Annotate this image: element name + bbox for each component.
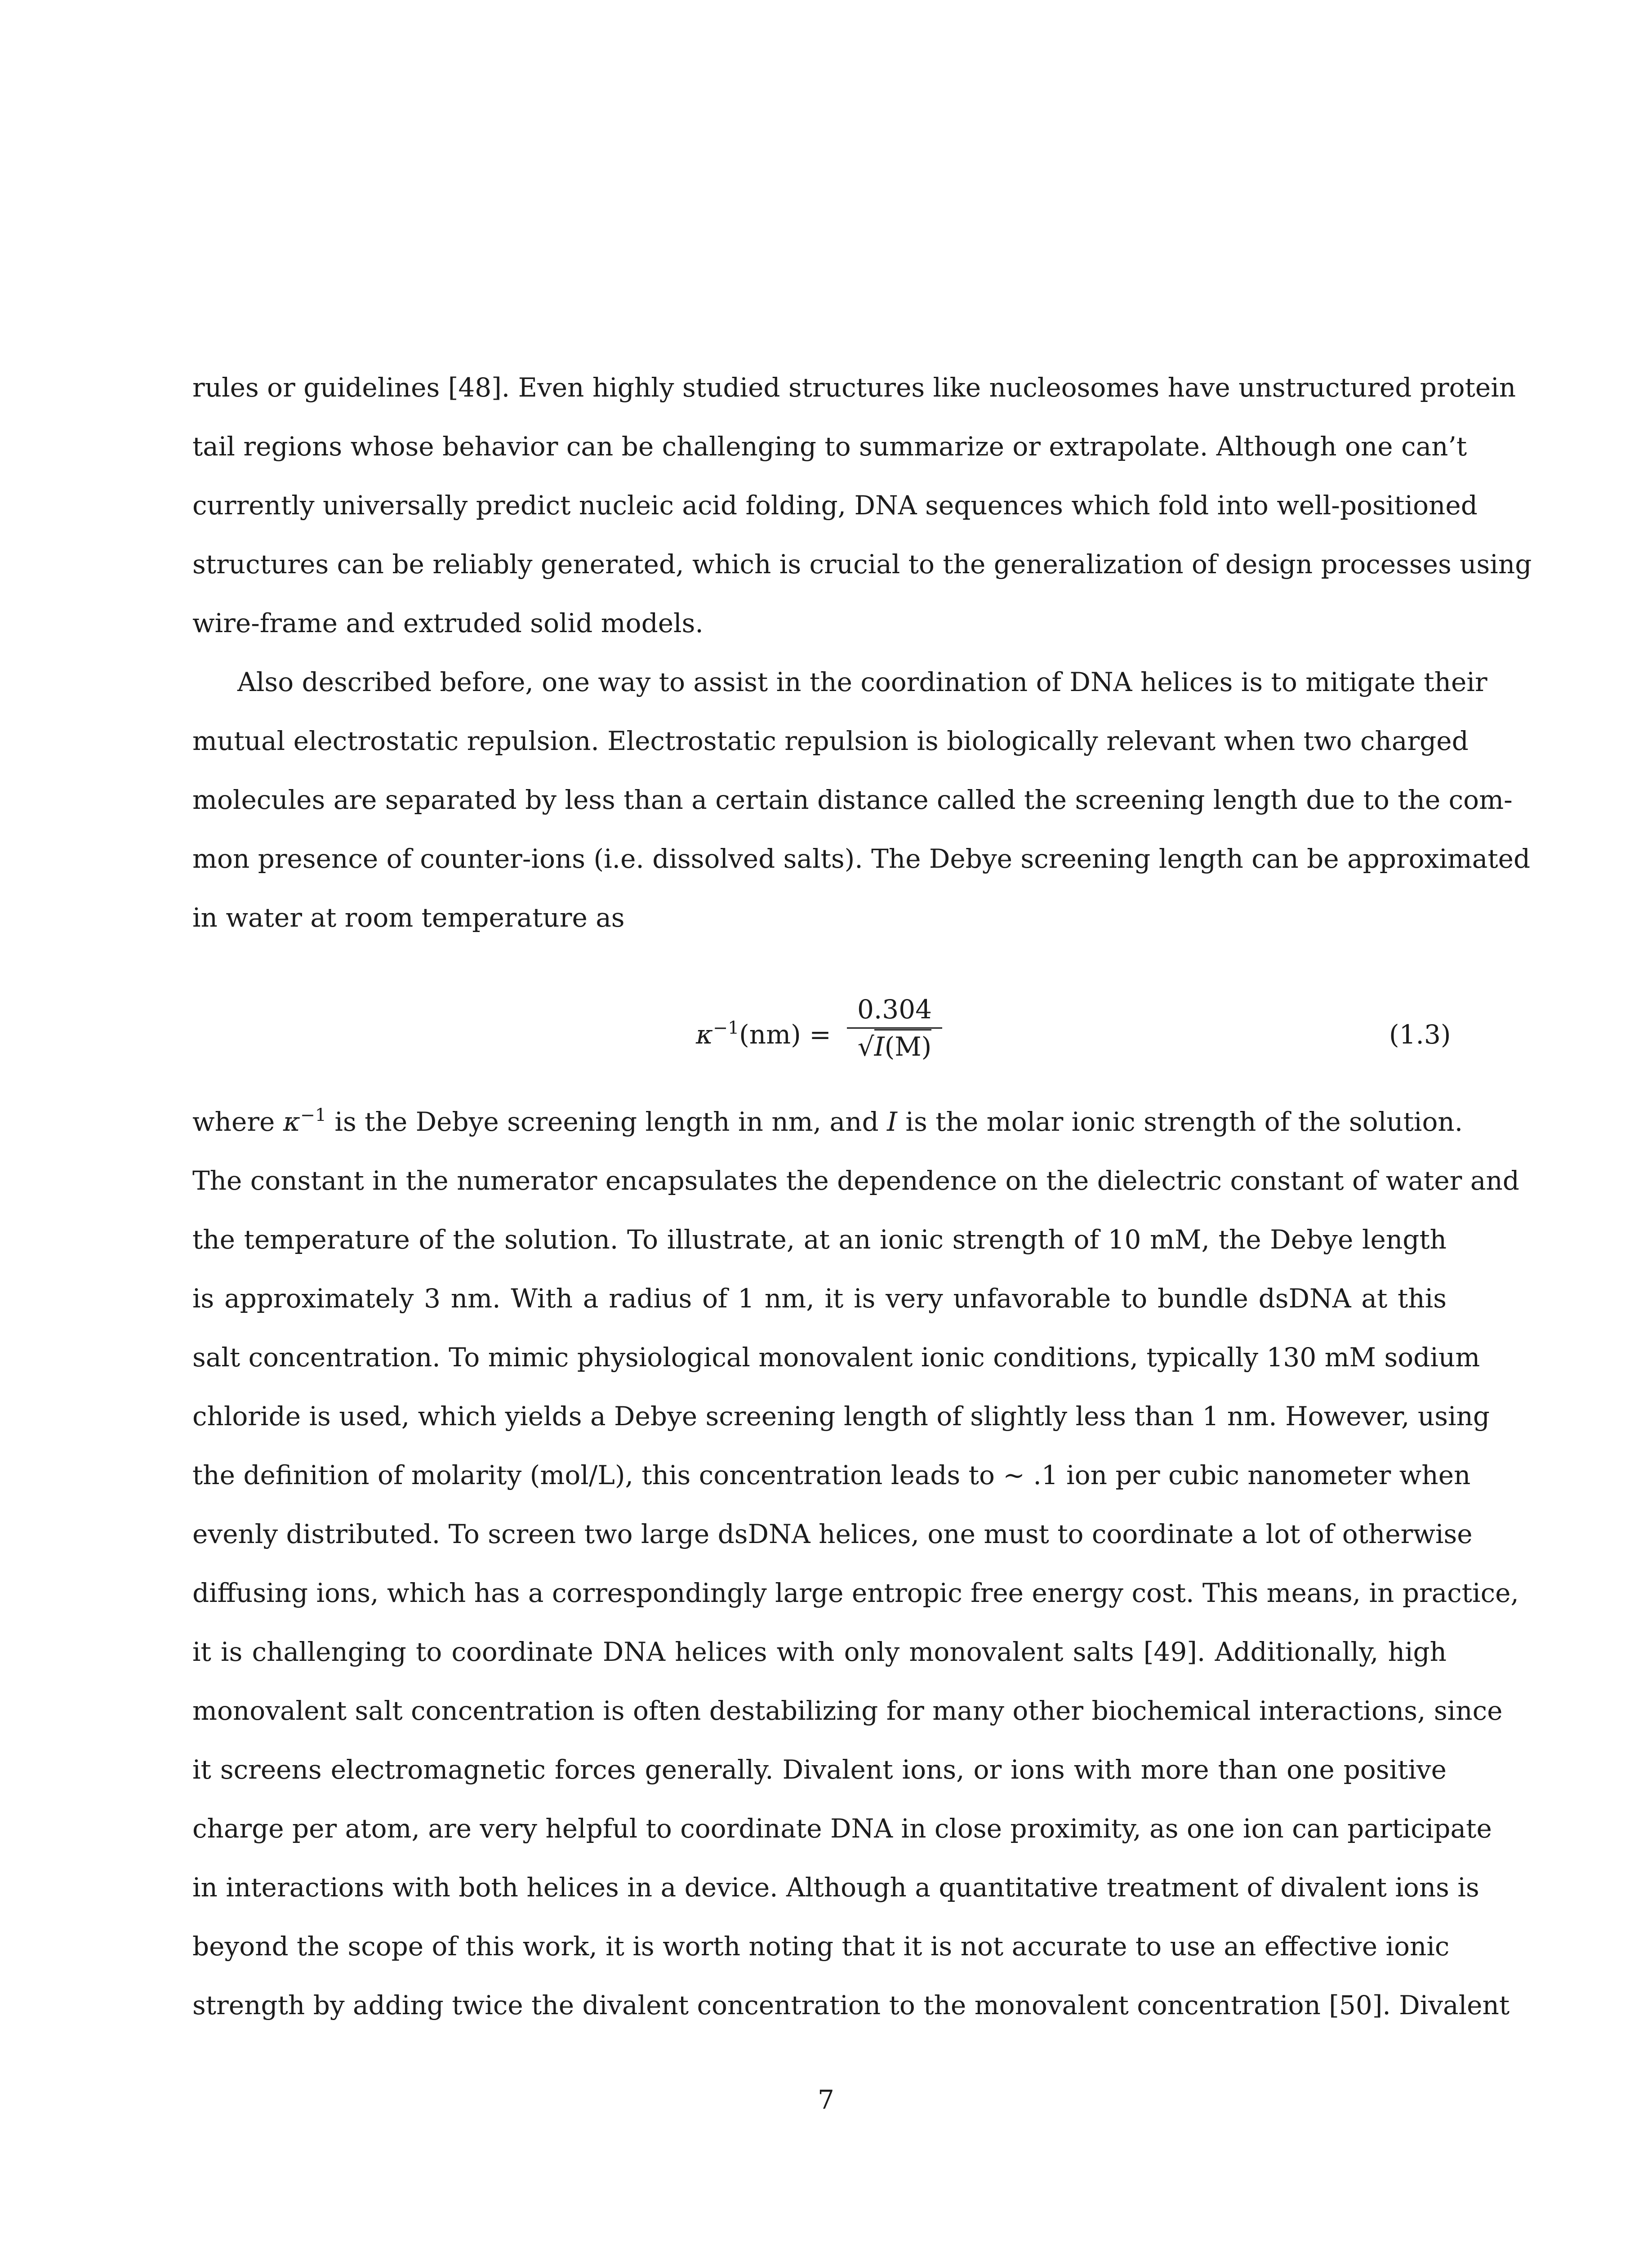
text-line: strength by adding twice the divalent concentration to the monovalent concentration [50]. Divalent [192,1990,1510,2021]
text-line [192,1104,1463,1140]
equation-fraction [845,991,944,1065]
sqrt-icon: √ [857,1031,874,1062]
fraction-denominator [845,1029,944,1065]
text-line: rules or guidelines [48]. Even highly studied structures like nucleosomes have unstructured protein [192,372,1516,403]
text-line: mutual electrostatic repulsion. Electrostatic repulsion is biologically relevant when two charged [192,726,1469,756]
ionic-strength-var: I [874,1031,885,1062]
text-line: diffusing ions, which has a correspondingly large entropic free energy cost. This means, in practice, [192,1578,1519,1608]
equation-lhs [696,1017,831,1053]
text-line: structures can be reliably generated, which is crucial to the generalization of design processes using [192,549,1532,580]
text-span: is the molar ionic strength of the solution. [897,1106,1463,1137]
equation-1-3 [0,991,1652,1072]
page-number: 7 [818,2084,834,2115]
text-line: is approximately 3 nm. With a radius of 1 nm, it is very unfavorable to bundle dsDNA at this [192,1283,1447,1314]
denominator-unit: (M) [884,1031,932,1062]
kappa-symbol: κ [696,1019,713,1050]
text-line: the definition of molarity (mol/L), this concentration leads to ∼ .1 ion per cubic nanometer when [192,1460,1471,1490]
text-line: it screens electromagnetic forces generally. Divalent ions, or ions with more than one positive [192,1754,1447,1785]
text-line: charge per atom, are very helpful to coordinate DNA in close proximity, as one ion can participate [192,1813,1492,1844]
text-line: evenly distributed. To screen two large dsDNA helices, one must to coordinate a lot of otherwise [192,1519,1473,1549]
text-line: molecules are separated by less than a certain distance called the screening length due to the com- [192,785,1513,815]
text-line: the temperature of the solution. To illustrate, at an ionic strength of 10 mM, the Debye length [192,1224,1447,1255]
text-line: chloride is used, which yields a Debye screening length of slightly less than 1 nm. However, using [192,1401,1490,1432]
text-line: tail regions whose behavior can be challenging to summarize or extrapolate. Although one can’t [192,431,1467,462]
text-line: it is challenging to coordinate DNA helices with only monovalent salts [49]. Additionally, high [192,1637,1447,1667]
exponent: −1 [300,1105,326,1126]
equation-number: (1.3) [1389,1019,1451,1050]
equation-unit: (nm) = [739,1019,831,1050]
text-line: in water at room temperature as [192,902,625,933]
text-line: Also described before, one way to assist in the coordination of DNA helices is to mitigate their [237,667,1487,697]
text-line: wire-frame and extruded solid models. [192,608,704,638]
fraction-numerator: 0.304 [857,994,932,1025]
text-line: The constant in the numerator encapsulates the dependence on the dielectric constant of water and [192,1165,1519,1196]
exponent: −1 [713,1017,739,1039]
text-line: currently universally predict nucleic acid folding, DNA sequences which fold into well-positioned [192,490,1478,521]
text-line: monovalent salt concentration is often destabilizing for many other biochemical interactions, since [192,1695,1503,1726]
text-line: mon presence of counter-ions (i.e. dissolved salts). The Debye screening length can be approximated [192,843,1531,874]
text-line: beyond the scope of this work, it is worth noting that it is not accurate to use an effective ionic [192,1931,1450,1962]
text-span: where [192,1106,283,1137]
ionic-strength-var: I [887,1106,897,1137]
text-line: in interactions with both helices in a device. Although a quantitative treatment of divalent ions is [192,1872,1479,1903]
kappa-symbol: κ [283,1106,300,1137]
text-span: is the Debye screening length in nm, and [326,1106,887,1137]
text-line: salt concentration. To mimic physiological monovalent ionic conditions, typically 130 mM sodium [192,1342,1480,1373]
